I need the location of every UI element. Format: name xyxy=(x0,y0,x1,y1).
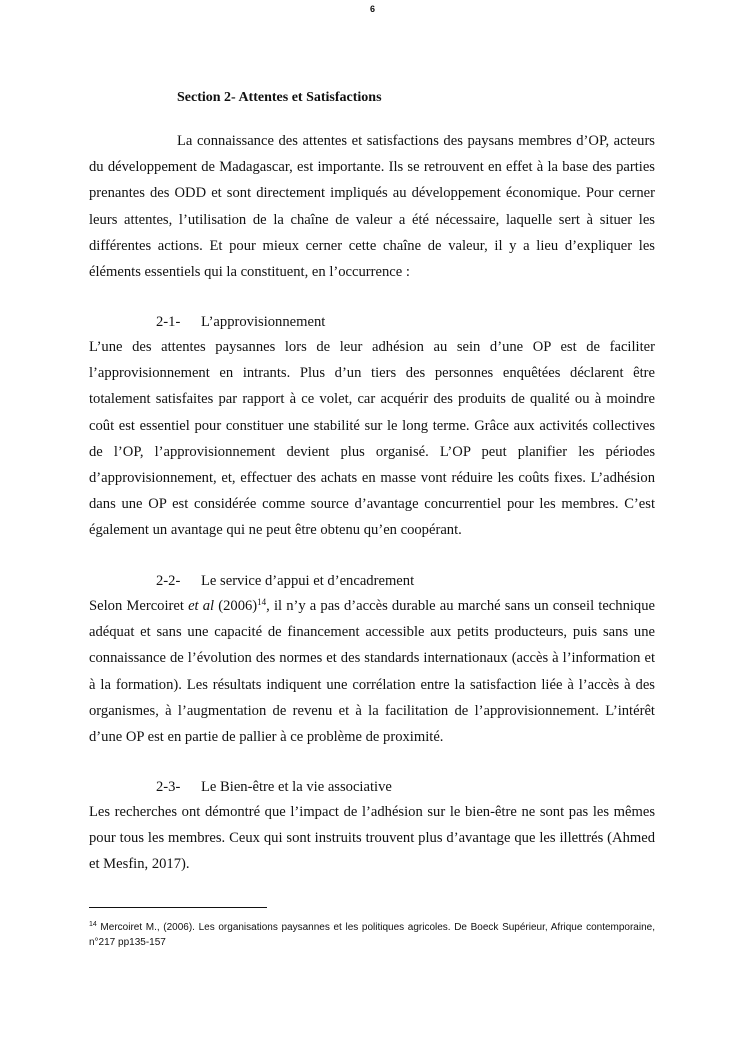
intro-paragraph: La connaissance des attentes et satisfactions des paysans membres d’OP, acteurs du développement de Madagascar, est importante. Ils se retrouvent en effet à la base des parties prenantes des ODD et sont directement impliqués au développement économique. Pour cerner leurs attentes, l’utilisation de la chaîne de valeur a été nécessaire, laquelle sert à situer les différentes actions. Et pour mieux cerner cette chaîne de valeur, il y a lieu d’expliquer les éléments essentiels qui la constituent, en l’occurrence : xyxy=(89,133,655,281)
page-number: 6 xyxy=(369,4,375,14)
section-title: Section 2- Attentes et Satisfactions xyxy=(177,90,382,105)
body-rest: , il n’y a pas d’accès durable au marché sans un conseil technique adéquat et sans une capacité de financement accessible aux petits producteurs, puis sans une connaissance de l’évolution des normes et des standards internationaux (accès à l’information et à la formation). Les résultats indiquent une corrélation entre la satisfaction liée à l’accès à des organismes, à l’augmentation de revenu et à la facilitation de l’approvisionnement. L’intérêt d’une OP est en partie de pallier à ce problème de proximité. xyxy=(89,598,655,746)
subsection-number: 2-1- xyxy=(156,314,181,330)
subsection-number: 2-2- xyxy=(156,573,181,589)
footnote-separator xyxy=(89,907,267,908)
subsection-title: Le service d’appui et d’encadrement xyxy=(201,573,415,589)
footnote-text: Mercoiret M., (2006). Les organisations paysannes et les politiques agricoles. De Boeck Supérieur, Afrique contemporaine, n°217 pp135-157 xyxy=(89,922,655,948)
citation-year: (2006) xyxy=(214,598,258,614)
subsection-heading-2-1 xyxy=(156,312,325,332)
subsection-body-2-3: Les recherches ont démontré que l’impact de l’adhésion sur le bien-être ne sont pas les mêmes pour tous les membres. Ceux qui sont instruits trouvent plus d’avantage que les illettrés (Ahmed et Mesfin, 2017). xyxy=(89,804,655,873)
subsection-body-2-2 xyxy=(89,593,655,750)
footnote-number: 14 xyxy=(89,921,97,928)
subsection-title: L’approvisionnement xyxy=(201,314,326,330)
subsection-heading-2-2 xyxy=(156,571,414,591)
subsection-title: Le Bien-être et la vie associative xyxy=(201,779,392,795)
footnote-reference[interactable]: 14 xyxy=(257,597,267,607)
footnote xyxy=(89,920,655,950)
subsection-body-2-1: L’une des attentes paysannes lors de leur adhésion au sein d’une OP est de faciliter l’approvisionnement en intrants. Plus d’un tiers des personnes enquêtées déclarent être totalement satisfaites par rapport à ce volet, car acquérir des produits de qualité ou à moindre coût est essentiel pour constituer une stabilité sur le long terme. Grâce aux activités collectives de l’OP, l’approvisionnement devient plus organisé. L’OP peut planifier les périodes d’approvisionnement, et, effectuer des achats en masse vont réduire les coûts fixes. L’adhésion dans une OP est considérée comme source d’avantage concurrentiel pour les membres. C’est également un avantage qui ne peut être obtenu qu’en coopérant. xyxy=(89,339,655,539)
et-al-italic: et al xyxy=(188,598,215,614)
body-prefix: Selon Mercoiret xyxy=(89,598,189,614)
subsection-number: 2-3- xyxy=(156,779,181,795)
subsection-heading-2-3 xyxy=(156,777,392,797)
